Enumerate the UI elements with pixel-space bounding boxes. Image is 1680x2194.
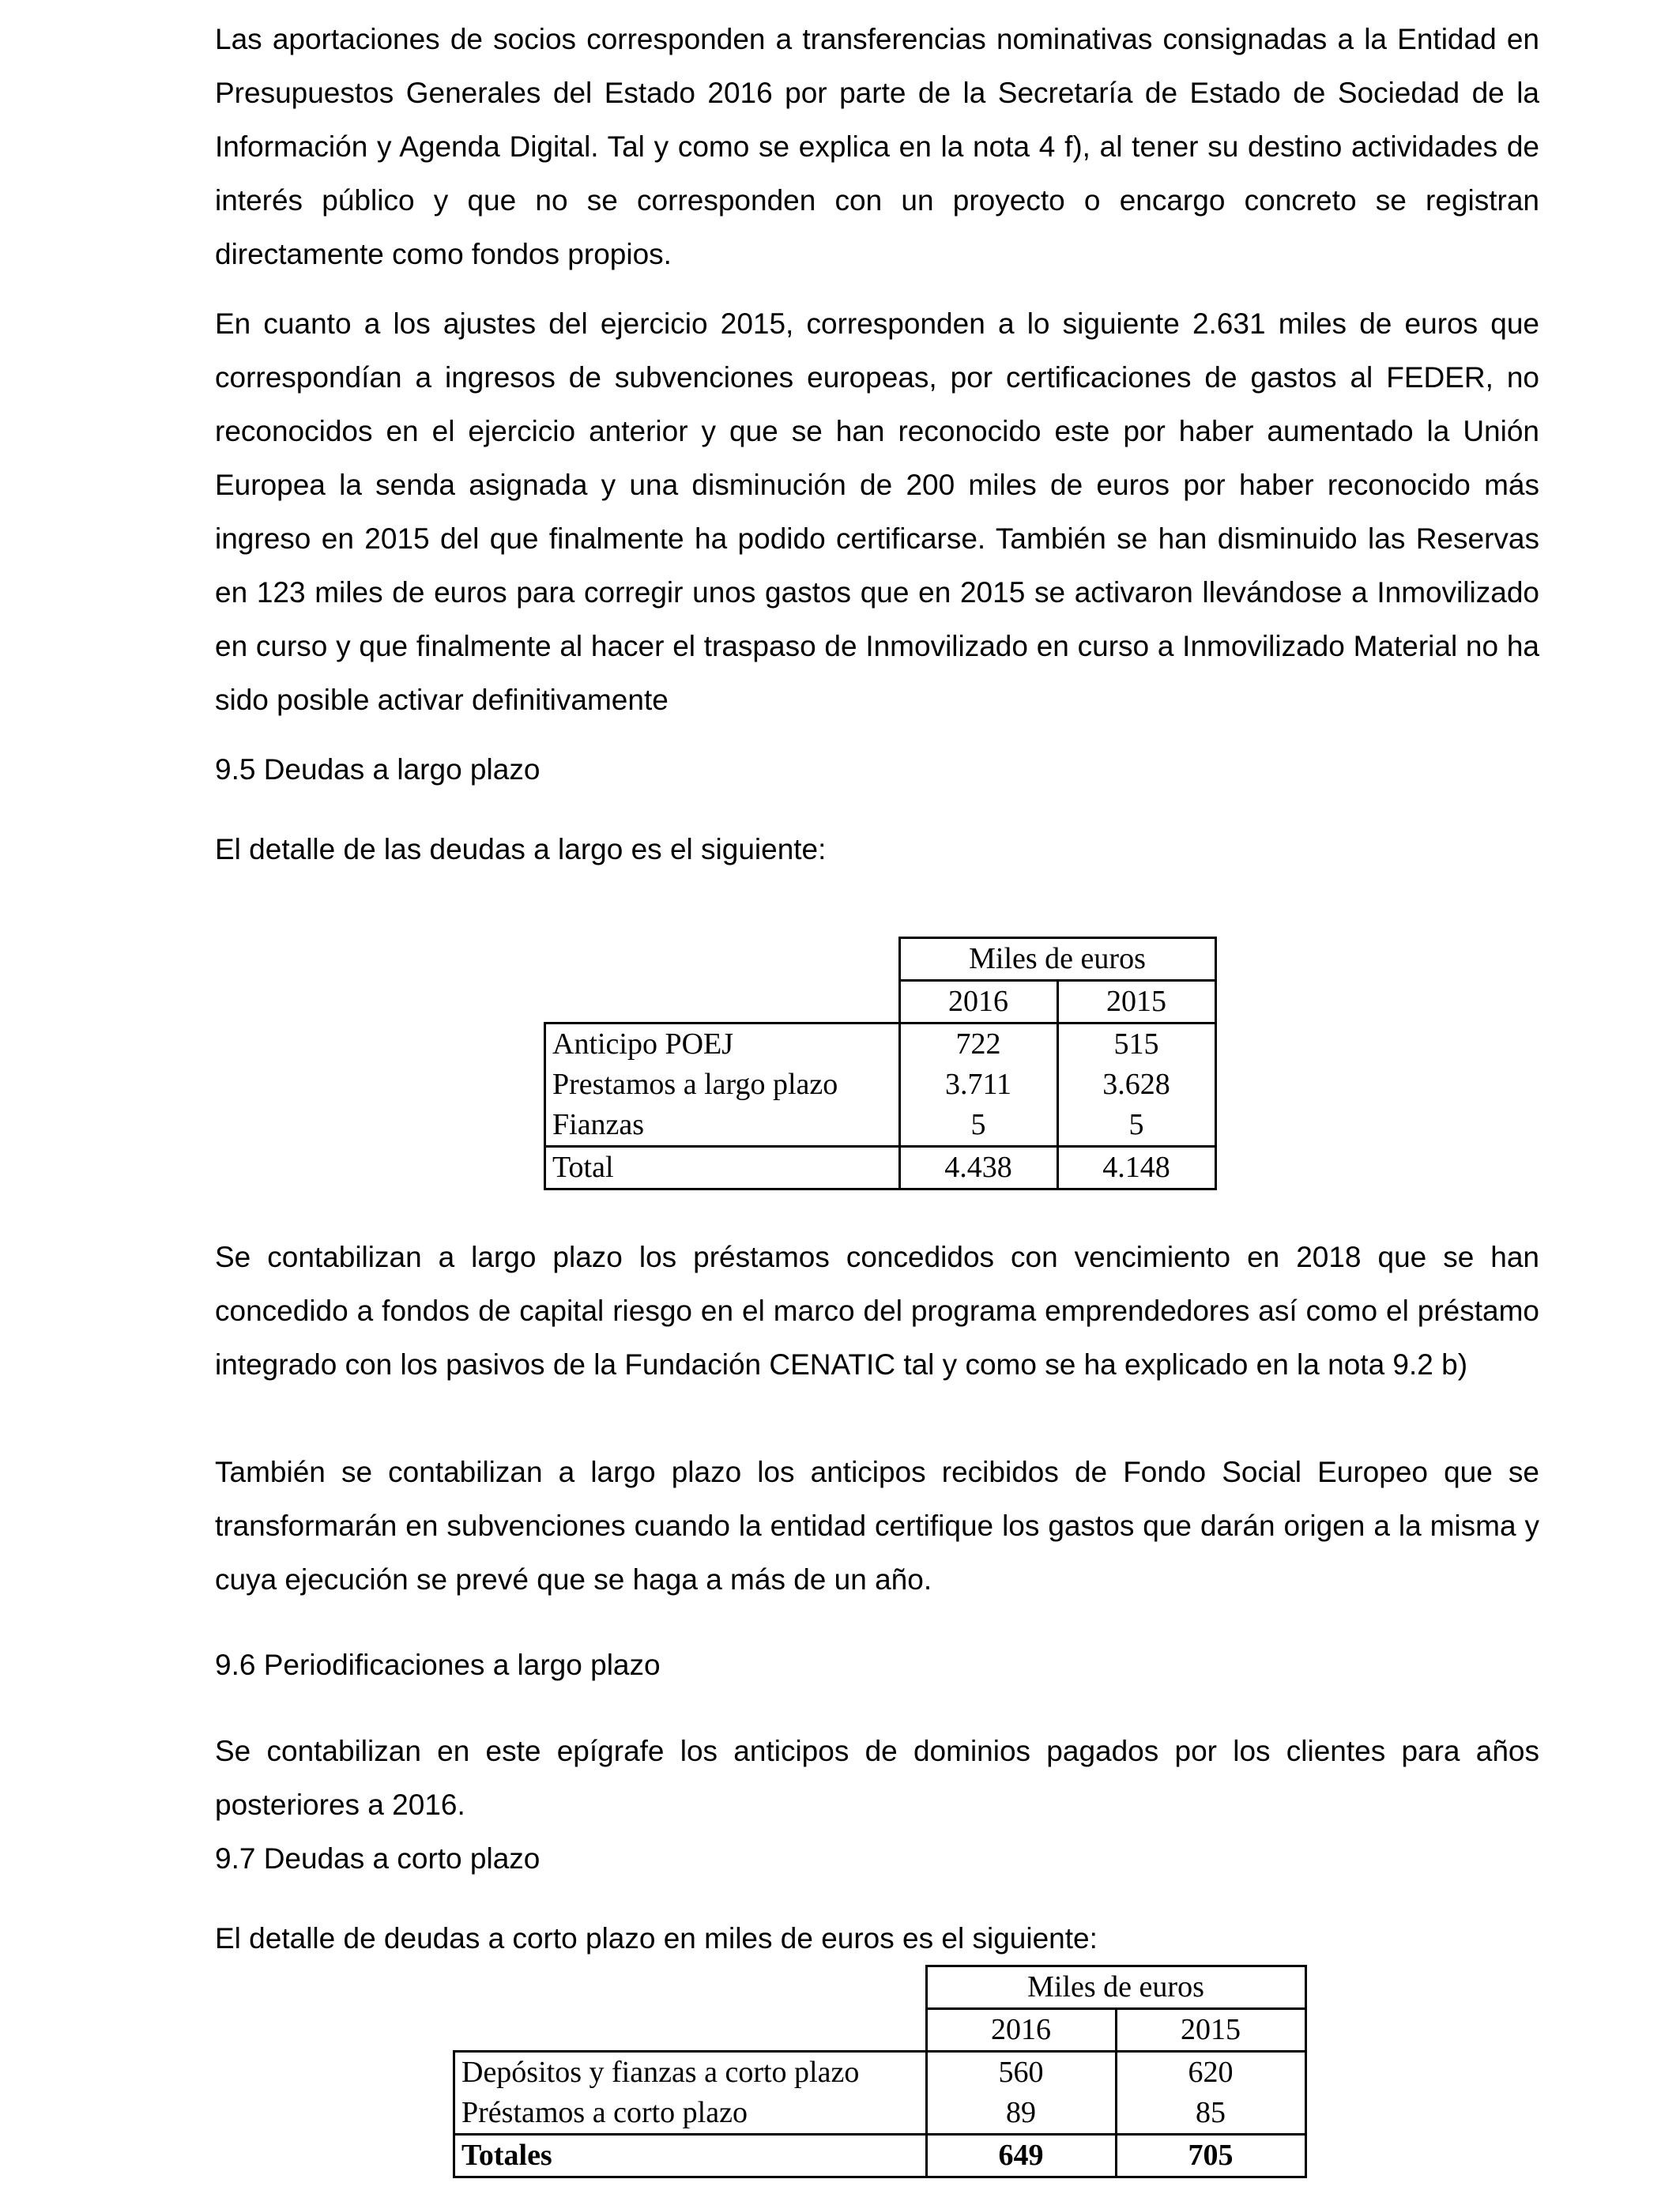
total-2015: 4.148 (1057, 1147, 1215, 1189)
paragraph-ajustes: En cuanto a los ajustes del ejercicio 2015, corresponden a lo siguiente 2.631 miles de euros que correspondían a ingresos de subvenciones europeas, por certificaciones de gastos al FEDER, no reconocidos en el ejercicio anterior y que se han reconocido este por haber aumentado la Unión Europea la senda asignada y una disminución de 200 miles de euros por haber reconocido más ingreso en 2015 del que finalmente ha podido certificarse. También se han disminuido las Reservas en 123 miles de euros para corregir unos gastos que en 2015 se activaron llevándose a Inmovilizado en curso y que finalmente al hacer el traspaso de Inmovilizado en curso a Inmovilizado Material no ha sido posible activar definitivamente (215, 307, 1539, 716)
table-deudas-largo-plazo (544, 937, 1217, 1190)
year-2015: 2015 (1116, 2009, 1305, 2052)
cell-2016: 5 (899, 1105, 1057, 1147)
cell-2016: 560 (926, 2052, 1116, 2094)
cell-2015: 85 (1116, 2093, 1305, 2135)
row-label: Anticipo POEJ (545, 1023, 900, 1065)
total-2016: 4.438 (899, 1147, 1057, 1189)
cell-2015: 3.628 (1057, 1065, 1215, 1105)
paragraph-aportaciones: Las aportaciones de socios corresponden a transferencias nominativas consignadas a la Entidad en Presupuestos Generales del Estado 2016 por parte de la Secretaría de Estado de Sociedad de la Información y Agenda Digital. Tal y como se explica en la nota 4 f), al tener su destino actividades de interés público y que no se corresponden con un proyecto o encargo concreto se registran directamente como fondos propios. (215, 23, 1539, 270)
section-heading-9-6: 9.6 Periodificaciones a largo plazo (215, 1649, 661, 1681)
table-deudas-corto-plazo (453, 1965, 1307, 2178)
year-2016: 2016 (899, 981, 1057, 1023)
total-label: Totales (454, 2135, 927, 2177)
section-heading-9-5: 9.5 Deudas a largo plazo (215, 753, 541, 786)
paragraph-anticipos: También se contabilizan a largo plazo los anticipos recibidos de Fondo Social Europeo que se transformarán en subvenciones cuando la entidad certifique los gastos que darán origen a la misma y cuya ejecución se prevé que se haga a más de un año. (215, 1456, 1539, 1596)
cell-2016: 3.711 (899, 1065, 1057, 1105)
cell-2016: 89 (926, 2093, 1116, 2135)
section-heading-9-7: 9.7 Deudas a corto plazo (215, 1842, 541, 1875)
cell-2015: 620 (1116, 2052, 1305, 2094)
intro-deudas-corto: El detalle de deudas a corto plazo en miles de euros es el siguiente: (215, 1922, 1098, 1955)
paragraph-periodificaciones: Se contabilizan en este epígrafe los anticipos de dominios pagados por los clientes para años posteriores a 2016. (215, 1735, 1539, 1821)
row-label: Fianzas (545, 1105, 900, 1147)
year-2015: 2015 (1057, 981, 1215, 1023)
cell-2015: 515 (1057, 1023, 1215, 1065)
row-label: Depósitos y fianzas a corto plazo (454, 2052, 927, 2094)
cell-2016: 722 (899, 1023, 1057, 1065)
intro-deudas-largo: El detalle de las deudas a largo es el siguiente: (215, 833, 827, 865)
table-header-miles: Miles de euros (926, 1966, 1305, 2009)
total-label: Total (545, 1147, 900, 1189)
total-2016: 649 (926, 2135, 1116, 2177)
year-2016: 2016 (926, 2009, 1116, 2052)
paragraph-prestamos: Se contabilizan a largo plazo los préstamos concedidos con vencimiento en 2018 que se han concedido a fondos de capital riesgo en el marco del programa emprendedores así como el préstamo integrado con los pasivos de la Fundación CENATIC tal y como se ha explicado en la nota 9.2 b) (215, 1241, 1539, 1381)
cell-2015: 5 (1057, 1105, 1215, 1147)
row-label: Prestamos a largo plazo (545, 1065, 900, 1105)
total-2015: 705 (1116, 2135, 1305, 2177)
row-label: Préstamos a corto plazo (454, 2093, 927, 2135)
table-header-miles: Miles de euros (899, 938, 1215, 981)
